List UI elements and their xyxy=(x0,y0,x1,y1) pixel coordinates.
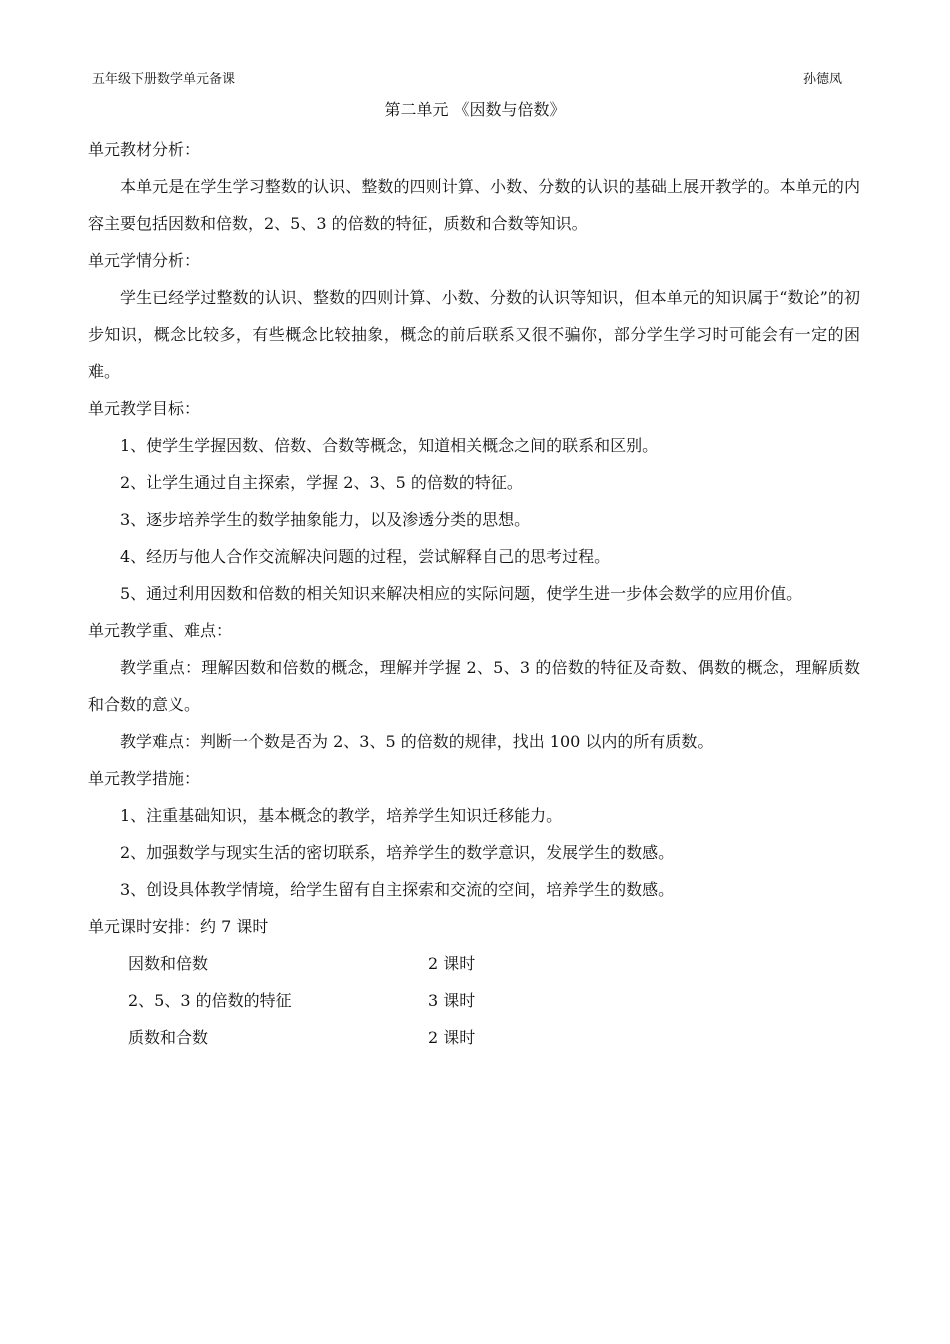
page-title: 第二单元 《因数与倍数》 xyxy=(384,100,566,119)
schedule-row xyxy=(88,1019,860,1056)
schedule-topic: 因数和倍数 xyxy=(128,954,209,973)
goal-item: 1、使学生学握因数、倍数、合数等概念，知道相关概念之间的联系和区别。 xyxy=(120,436,659,455)
measure-item: 3、创设具体教学情境，给学生留有自主探索和交流的空间，培养学生的数感。 xyxy=(120,880,675,899)
document-body xyxy=(88,131,860,1056)
goal-item: 5、通过利用因数和倍数的相关知识来解决相应的实际问题，使学生进一步体会数学的应用价值。 xyxy=(120,584,803,603)
measure-item: 1、注重基础知识，基本概念的教学，培养学生知识迁移能力。 xyxy=(120,806,563,825)
keypoints-difficulty: 教学难点：判断一个数是否为 2、3、5 的倍数的规律，找出 100 以内的所有质数。 xyxy=(120,732,714,751)
schedule-hours: 3 课时 xyxy=(428,991,476,1010)
schedule-topic: 质数和合数 xyxy=(128,1028,209,1047)
schedule-row xyxy=(88,982,860,1019)
section-heading-measures: 单元教学措施： xyxy=(88,769,201,788)
analysis-paragraph: 本单元是在学生学习整数的认识、整数的四则计算、小数、分数的认识的基础上展开教学的。本单元的内容主要包括因数和倍数，2、5、3 的倍数的特征，质数和合数等知识。 xyxy=(88,177,860,233)
section-heading-analysis: 单元教材分析： xyxy=(88,140,201,159)
schedule-topic: 2、5、3 的倍数的特征 xyxy=(128,991,292,1010)
goal-item: 3、逐步培养学生的数学抽象能力，以及渗透分类的思想。 xyxy=(120,510,531,529)
section-heading-keypoints: 单元教学重、难点： xyxy=(88,621,233,640)
header-right: 孙德凤 xyxy=(803,72,843,87)
schedule-hours: 2 课时 xyxy=(428,954,476,973)
section-heading-goals: 单元教学目标： xyxy=(88,399,201,418)
schedule-hours: 2 课时 xyxy=(428,1028,476,1047)
section-heading-schedule: 单元课时安排：约 7 课时 xyxy=(88,917,269,936)
keypoints-focus: 教学重点：理解因数和倍数的概念，理解并学握 2、5、3 的倍数的特征及奇数、偶数的概念，理解质数和合数的意义。 xyxy=(88,658,860,714)
header-left: 五年级下册数学单元备课 xyxy=(92,72,236,87)
goal-item: 4、经历与他人合作交流解决问题的过程，尝试解释自己的思考过程。 xyxy=(120,547,611,566)
goal-item: 2、让学生通过自主探索，学握 2、3、5 的倍数的特征。 xyxy=(120,473,523,492)
schedule-row xyxy=(88,945,860,982)
measure-item: 2、加强数学与现实生活的密切联系，培养学生的数学意识，发展学生的数感。 xyxy=(120,843,675,862)
students-paragraph: 学生已经学过整数的认识、整数的四则计算、小数、分数的认识等知识，但本单元的知识属于“数论”的初步知识，概念比较多，有些概念比较抽象，概念的前后联系又很不骗你，部分学生学习时可能会有一定的困难。 xyxy=(88,288,860,381)
section-heading-students: 单元学情分析： xyxy=(88,251,201,270)
